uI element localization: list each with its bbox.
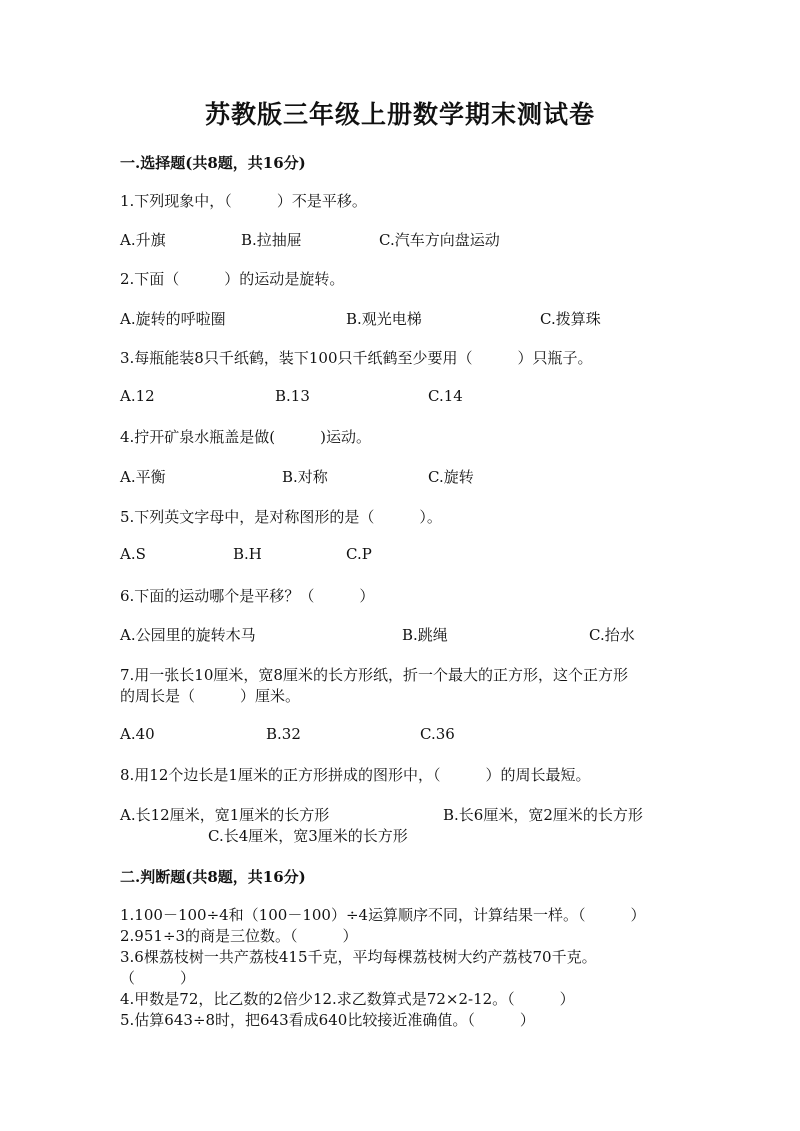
option-5b: B.H: [233, 545, 262, 563]
option-8b: B.长6厘米，宽2厘米的长方形: [443, 806, 643, 824]
option-4b: B.对称: [282, 468, 328, 486]
option-4a: A.平衡: [120, 468, 166, 486]
page-title: 苏教版三年级上册数学期末测试卷: [204, 100, 595, 129]
option-5c: C.P: [346, 545, 372, 563]
option-2b: B.观光电梯: [346, 310, 422, 328]
option-8a: A.长12厘米，宽1厘米的长方形: [120, 806, 330, 824]
judgement-3: 3.6棵荔枝树一共产荔枝415千克，平均每棵荔枝树大约产荔枝70千克。: [120, 948, 597, 966]
option-3b: B.13: [275, 387, 310, 405]
option-7b: B.32: [266, 725, 301, 743]
option-3a: A.12: [120, 387, 155, 405]
judgement-5: 5.估算643÷8时，把643看成640比较接近准确值。（ ）: [120, 1011, 535, 1029]
question-3: 3.每瓶能装8只千纸鹤，装下100只千纸鹤至少要用（ ）只瓶子。: [120, 349, 593, 367]
question-4: 4.拧开矿泉水瓶盖是做( )运动。: [120, 428, 372, 446]
option-2c: C.拨算珠: [540, 310, 601, 328]
option-1a: A.升旗: [120, 231, 166, 249]
question-6: 6.下面的运动哪个是平移？（ ）: [120, 587, 375, 605]
option-1b: B.拉抽屉: [241, 231, 302, 249]
judgement-1: 1.100－100÷4和（100－100）÷4运算顺序不同，计算结果一样。（ ）: [120, 906, 646, 924]
option-3c: C.14: [428, 387, 463, 405]
question-8: 8.用12个边长是1厘米的正方形拼成的图形中，（ ）的周长最短。: [120, 766, 591, 784]
section-heading-choice: 一.选择题(共8题，共16分): [120, 154, 306, 172]
question-1: 1.下列现象中，（ ）不是平移。: [120, 192, 367, 210]
option-7a: A.40: [120, 725, 155, 743]
question-7-line2: 的周长是（ ）厘米。: [120, 687, 301, 705]
option-4c: C.旋转: [428, 468, 474, 486]
option-2a: A.旋转的呼啦圈: [120, 310, 226, 328]
section-heading-judgement: 二.判断题(共8题，共16分): [120, 868, 306, 886]
judgement-3-bracket: （ ）: [120, 969, 196, 987]
option-6c: C.抬水: [589, 626, 635, 644]
option-5a: A.S: [120, 545, 146, 563]
option-8c: C.长4厘米，宽3厘米的长方形: [208, 827, 408, 845]
judgement-4: 4.甲数是72，比乙数的2倍少12.求乙数算式是72×2-12。（ ）: [120, 990, 575, 1008]
option-1c: C.汽车方向盘运动: [379, 231, 500, 249]
option-6b: B.跳绳: [402, 626, 448, 644]
question-7: 7.用一张长10厘米，宽8厘米的长方形纸，折一个最大的正方形，这个正方形: [120, 666, 628, 684]
option-7c: C.36: [420, 725, 455, 743]
question-2: 2.下面（ ）的运动是旋转。: [120, 270, 345, 288]
option-6a: A.公园里的旋转木马: [120, 626, 256, 644]
question-5: 5.下列英文字母中，是对称图形的是（ ）。: [120, 508, 442, 526]
judgement-2: 2.951÷3的商是三位数。（ ）: [120, 927, 358, 945]
